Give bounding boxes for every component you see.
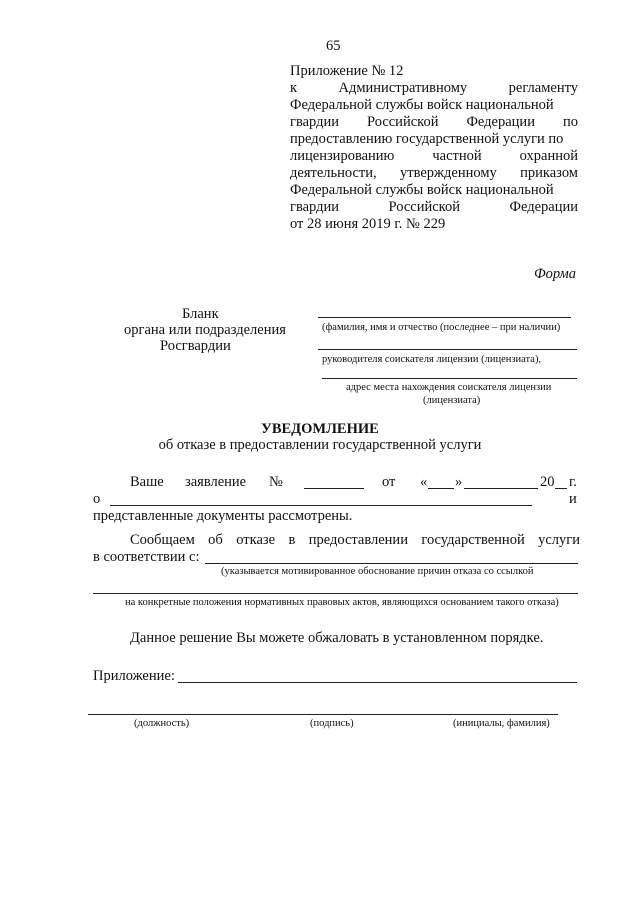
year-prefix: 20: [540, 474, 555, 490]
appendix-title: Приложение № 12: [290, 63, 404, 79]
page-number: 65: [326, 38, 341, 54]
reason-line-1[interactable]: [205, 563, 578, 564]
reviewed-text: представленные документы рассмотрены.: [93, 508, 353, 524]
signature-sign-caption: (подпись): [310, 718, 354, 729]
attachment-label: Приложение:: [93, 668, 175, 684]
appendix-line: Федеральной службы войск национальной: [290, 97, 554, 113]
appendix-date: от 28 июня 2019 г. № 229: [290, 216, 446, 232]
appendix-line: лицензированию частной охранной: [290, 148, 578, 164]
appeal-text: Данное решение Вы можете обжаловать в установленном порядке.: [130, 630, 544, 646]
recipient-caption-1: (фамилия, имя и отчество (последнее – при наличии): [322, 322, 561, 333]
attachment-line[interactable]: [178, 682, 577, 683]
recipient-name-line[interactable]: [318, 317, 571, 318]
reason-caption-1: (указывается мотивированное обоснование причин отказа со ссылкой: [221, 566, 534, 577]
about-line[interactable]: [110, 505, 532, 506]
blank-line-2: органа или подразделения: [124, 322, 286, 338]
appendix-line: предоставлению государственной услуги по: [290, 131, 564, 147]
reason-line-2[interactable]: [93, 593, 578, 594]
signature-line[interactable]: [88, 714, 558, 715]
accordance-text: в соответствии с:: [93, 549, 200, 565]
recipient-caption-4: (лицензиата): [423, 395, 481, 406]
from-word: от: [382, 474, 396, 490]
open-quote: «: [420, 474, 428, 490]
app-word-1: Ваше: [130, 474, 164, 490]
signature-position-caption: (должность): [134, 718, 190, 729]
app-word-2: заявление: [185, 474, 247, 490]
year-line[interactable]: [555, 488, 567, 489]
signature-name-caption: (инициалы, фамилия): [453, 718, 550, 729]
app-number-line[interactable]: [304, 488, 364, 489]
recipient-caption-3: адрес места нахождения соискателя лицензии: [346, 382, 552, 393]
blank-line-1: Бланк: [182, 306, 219, 322]
recipient-head-line[interactable]: [318, 349, 577, 350]
recipient-address-line[interactable]: [322, 378, 577, 379]
reason-caption-2: на конкретные положения нормативных правовых актов, являющихся основанием такого отказа): [125, 597, 559, 608]
close-quote: »: [455, 474, 463, 490]
year-suffix: г.: [569, 474, 577, 490]
month-line[interactable]: [464, 488, 538, 489]
day-line[interactable]: [428, 488, 454, 489]
notice-title: УВЕДОМЛЕНИЕ: [261, 421, 379, 437]
and-word: и: [569, 491, 577, 507]
notice-subtitle: об отказе в предоставлении государственной услуги: [158, 437, 482, 453]
app-word-3: №: [269, 474, 283, 490]
appendix-line: гвардии Российской Федерации по: [290, 114, 578, 130]
appendix-line: к Административному регламенту: [290, 80, 578, 96]
form-label: Форма: [534, 266, 576, 282]
blank-line-3: Росгвардии: [160, 338, 231, 354]
appendix-line: деятельности, утвержденному приказом: [290, 165, 578, 181]
appendix-line: гвардии Российской Федерации: [290, 199, 578, 215]
recipient-caption-2: руководителя соискателя лицензии (лицензиата),: [322, 354, 542, 365]
refusal-line: Сообщаем об отказе в предоставлении государственной услуги: [130, 532, 580, 548]
about-word: о: [93, 491, 101, 507]
appendix-line: Федеральной службы войск национальной: [290, 182, 554, 198]
